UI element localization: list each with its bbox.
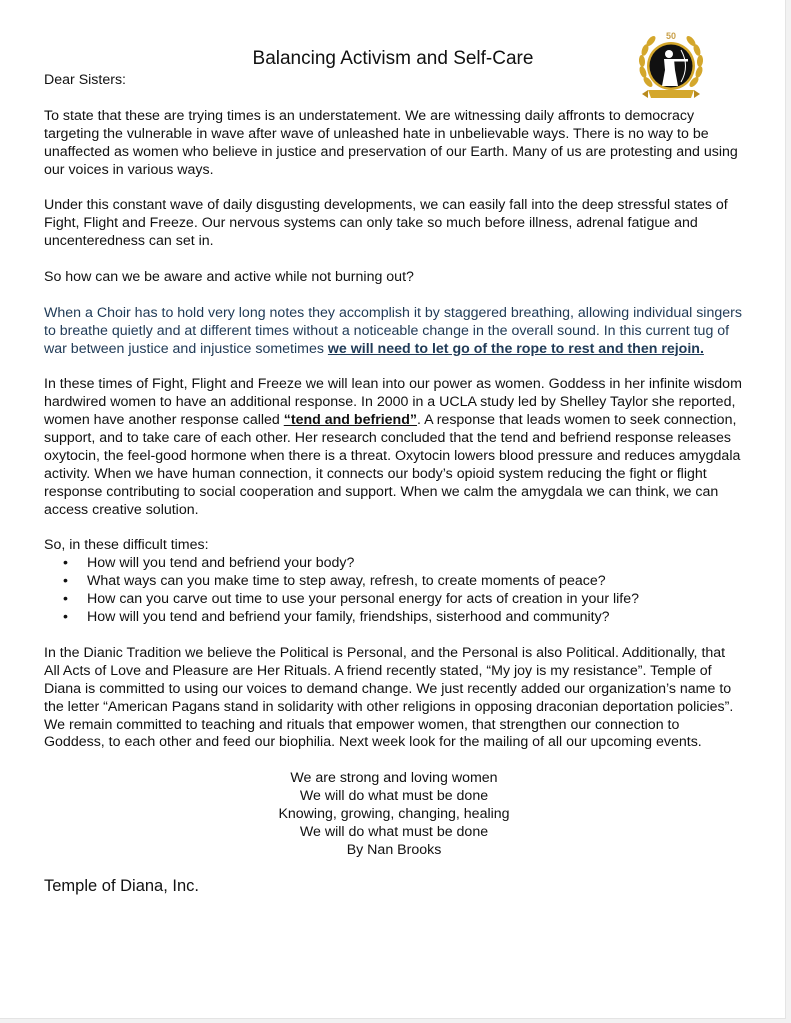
bullet-icon: • [63, 573, 68, 590]
list-item: • What ways can you make time to step away, refresh, to create moments of peace? [63, 573, 606, 590]
list-item: • How will you tend and befriend your body? [63, 555, 355, 572]
poem-line: We will do what must be done [299, 788, 489, 805]
list-item: • How will you tend and befriend your family, friendships, sisterhood and community? [63, 609, 610, 626]
poem-author: By Nan Brooks [346, 841, 442, 858]
bullet-icon: • [63, 609, 68, 626]
paragraph-question: So how can we be aware and active while not burning out? [44, 268, 414, 285]
poem [44, 770, 744, 860]
paragraph-dianic-tradition: In the Dianic Tradition we believe the Political is Personal, and the Personal is also Political. Additionally, that All Acts of Love and Pleasure are Her Rituals. A friend recently stated, “My joy is my resistance”. Temple of Diana is committed to using our voices to demand change. We just recently added our organization’s name to the letter “American Pagans stand in solidarity with other religions in opposing draconian deportation policies”. We remain committed to teaching and rituals that empower women, that strengthen our connection to Goddess, to each other and feed our biophilia. Next week look for the mailing of all our upcoming events. [44, 644, 734, 751]
paragraph-tend-and-befriend [44, 376, 744, 519]
paragraph-choir [44, 305, 744, 359]
paragraph-intro: To state that these are trying times is an understatement. We are witnessing daily affronts to democracy targeting the vulnerable in wave after wave of unleashed hate in unbelievable ways. There is no way to be unaffected as women who believe in justice and preservation of our Earth. Many of us are protesting and using our voices in various ways. [44, 107, 738, 178]
paragraph-stress: Under this constant wave of daily disgusting developments, we can easily fall into the deep stressful states of Fight, Flight and Freeze. Our nervous systems can only take so much before illness, adrenal fatigue and uncenteredness can set in. [44, 197, 728, 250]
bullet-icon: • [63, 591, 68, 608]
choir-text: When a Choir has to hold very long notes they accomplish it by staggered breathing, allowing individual singers to breathe quietly and at different times without a noticeable change in the overall sound. In this current tug of war between justice and injustice sometimes [44, 304, 742, 357]
questions-intro: So, in these difficult times: [44, 537, 209, 554]
tend-and-befriend-emphasis: “tend and befriend” [283, 412, 417, 429]
tend-text-after: . A response that leads women to seek connection, support, and to take care of each other. Her research concluded that the tend and befriend response releases oxytocin, the feel-good hormone when there is a threat. Oxytocin lowers blood pressure and reduces amygdala activity. When we have human connection, it connects our body’s opioid system reducing the fight or flight response contributing to social cooperation and support. When we calm the amygdala we can think, we can access creative solution. [44, 412, 741, 518]
salutation: Dear Sisters: [44, 72, 126, 88]
letter-body [44, 72, 744, 896]
svg-text:50: 50 [665, 31, 677, 41]
questions-list [44, 555, 744, 627]
list-item: • How can you carve out time to use your personal energy for acts of creation in your life? [63, 591, 640, 608]
bullet-icon: • [63, 555, 68, 572]
choir-emphasis: we will need to let go of the rope to rest and then rejoin. [327, 340, 704, 357]
document-title: Balancing Activism and Self-Care [252, 48, 534, 69]
tend-text-before: In these times of Fight, Flight and Freeze we will lean into our power as women. Goddess in her infinite wisdom hardwired women to have an additional response. In 2000 in a UCLA study led by Shelley Taylor she reported, women have another response called [44, 376, 742, 429]
poem-line: We will do what must be done [299, 823, 489, 840]
poem-line: Knowing, growing, changing, healing [278, 806, 510, 823]
poem-line: We are strong and loving women [290, 770, 498, 787]
signature: Temple of Diana, Inc. [44, 876, 199, 895]
